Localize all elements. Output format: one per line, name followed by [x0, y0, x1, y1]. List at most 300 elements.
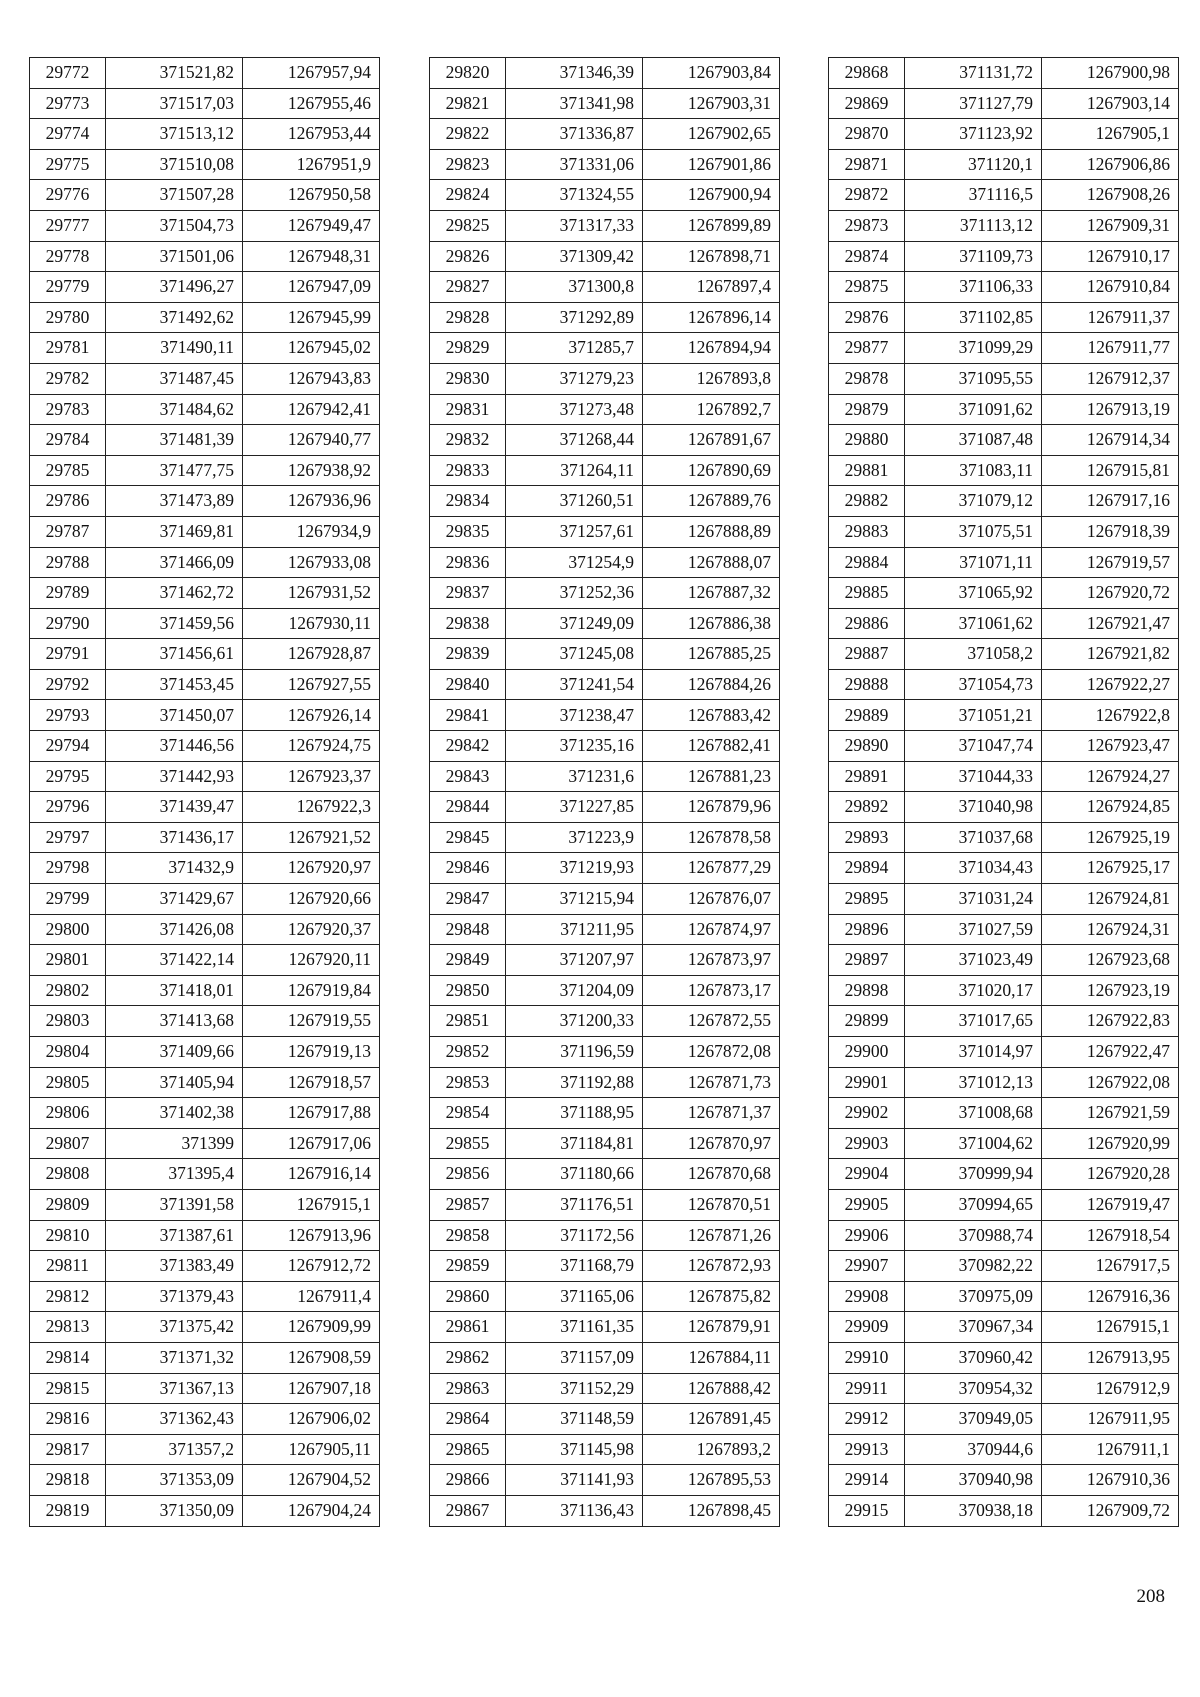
table-row [829, 88, 1179, 119]
x-coordinate-cell: 371466,09 [106, 547, 243, 578]
table-row [430, 272, 780, 303]
x-coordinate-cell: 371350,09 [106, 1495, 243, 1526]
x-coordinate-cell: 371507,28 [106, 180, 243, 211]
x-coordinate-cell: 371192,88 [506, 1067, 643, 1098]
point-number-cell: 29888 [829, 669, 905, 700]
y-coordinate-cell: 1267889,76 [643, 486, 780, 517]
table-row [430, 884, 780, 915]
y-coordinate-cell: 1267933,08 [243, 547, 380, 578]
y-coordinate-cell: 1267942,41 [243, 394, 380, 425]
y-coordinate-cell: 1267891,45 [643, 1404, 780, 1435]
table-row [829, 1373, 1179, 1404]
y-coordinate-cell: 1267912,72 [243, 1251, 380, 1282]
point-number-cell: 29821 [430, 88, 506, 119]
table-row [829, 761, 1179, 792]
point-number-cell: 29864 [430, 1404, 506, 1435]
table-row [829, 1251, 1179, 1282]
y-coordinate-cell: 1267911,4 [243, 1281, 380, 1312]
point-number-cell: 29791 [30, 639, 106, 670]
x-coordinate-cell: 371219,93 [506, 853, 643, 884]
table-row [430, 1128, 780, 1159]
y-coordinate-cell: 1267881,23 [643, 761, 780, 792]
table-row [30, 1434, 380, 1465]
y-coordinate-cell: 1267893,8 [643, 363, 780, 394]
x-coordinate-cell: 370940,98 [905, 1465, 1042, 1496]
y-coordinate-cell: 1267924,31 [1042, 914, 1179, 945]
point-number-cell: 29789 [30, 578, 106, 609]
x-coordinate-cell: 371227,85 [506, 792, 643, 823]
table-row [829, 210, 1179, 241]
x-coordinate-cell: 371510,08 [106, 149, 243, 180]
point-number-cell: 29778 [30, 241, 106, 272]
x-coordinate-cell: 371490,11 [106, 333, 243, 364]
y-coordinate-cell: 1267925,17 [1042, 853, 1179, 884]
point-number-cell: 29786 [30, 486, 106, 517]
table-row [430, 241, 780, 272]
table-row [30, 516, 380, 547]
y-coordinate-cell: 1267911,37 [1042, 302, 1179, 333]
table-row [829, 272, 1179, 303]
x-coordinate-cell: 371391,58 [106, 1189, 243, 1220]
y-coordinate-cell: 1267919,13 [243, 1037, 380, 1068]
point-number-cell: 29819 [30, 1495, 106, 1526]
x-coordinate-cell: 371453,45 [106, 669, 243, 700]
table-row [30, 1128, 380, 1159]
table-row [430, 210, 780, 241]
y-coordinate-cell: 1267892,7 [643, 394, 780, 425]
point-number-cell: 29800 [30, 914, 106, 945]
x-coordinate-cell: 371172,56 [506, 1220, 643, 1251]
point-number-cell: 29910 [829, 1342, 905, 1373]
point-number-cell: 29881 [829, 455, 905, 486]
x-coordinate-cell: 370988,74 [905, 1220, 1042, 1251]
point-number-cell: 29781 [30, 333, 106, 364]
table-row [829, 180, 1179, 211]
y-coordinate-cell: 1267922,27 [1042, 669, 1179, 700]
table-row [30, 945, 380, 976]
x-coordinate-cell: 371357,2 [106, 1434, 243, 1465]
table-row [829, 578, 1179, 609]
table-row [430, 1098, 780, 1129]
x-coordinate-cell: 371200,33 [506, 1006, 643, 1037]
y-coordinate-cell: 1267876,07 [643, 884, 780, 915]
point-number-cell: 29813 [30, 1312, 106, 1343]
x-coordinate-cell: 371058,2 [905, 639, 1042, 670]
table-row [829, 1342, 1179, 1373]
x-coordinate-cell: 371362,43 [106, 1404, 243, 1435]
y-coordinate-cell: 1267888,42 [643, 1373, 780, 1404]
y-coordinate-cell: 1267947,09 [243, 272, 380, 303]
table-row [430, 88, 780, 119]
x-coordinate-cell: 371492,62 [106, 302, 243, 333]
y-coordinate-cell: 1267928,87 [243, 639, 380, 670]
x-coordinate-cell: 371184,81 [506, 1128, 643, 1159]
y-coordinate-cell: 1267927,55 [243, 669, 380, 700]
x-coordinate-cell: 371047,74 [905, 731, 1042, 762]
x-coordinate-cell: 371027,59 [905, 914, 1042, 945]
y-coordinate-cell: 1267878,58 [643, 822, 780, 853]
y-coordinate-cell: 1267882,41 [643, 731, 780, 762]
point-number-cell: 29814 [30, 1342, 106, 1373]
point-number-cell: 29839 [430, 639, 506, 670]
table-row [829, 975, 1179, 1006]
x-coordinate-cell: 371353,09 [106, 1465, 243, 1496]
x-coordinate-cell: 371207,97 [506, 945, 643, 976]
y-coordinate-cell: 1267916,14 [243, 1159, 380, 1190]
x-coordinate-cell: 371123,92 [905, 119, 1042, 150]
y-coordinate-cell: 1267909,31 [1042, 210, 1179, 241]
table-row [829, 1434, 1179, 1465]
y-coordinate-cell: 1267915,1 [1042, 1312, 1179, 1343]
table-row [829, 1220, 1179, 1251]
point-number-cell: 29798 [30, 853, 106, 884]
table-row [829, 700, 1179, 731]
table-row [30, 792, 380, 823]
x-coordinate-cell: 371020,17 [905, 975, 1042, 1006]
point-number-cell: 29787 [30, 516, 106, 547]
point-number-cell: 29779 [30, 272, 106, 303]
point-number-cell: 29833 [430, 455, 506, 486]
x-coordinate-cell: 371405,94 [106, 1067, 243, 1098]
table-row [30, 180, 380, 211]
point-number-cell: 29900 [829, 1037, 905, 1068]
y-coordinate-cell: 1267955,46 [243, 88, 380, 119]
table-row [430, 1404, 780, 1435]
x-coordinate-cell: 371402,38 [106, 1098, 243, 1129]
x-coordinate-cell: 371051,21 [905, 700, 1042, 731]
y-coordinate-cell: 1267877,29 [643, 853, 780, 884]
table-row [430, 363, 780, 394]
point-number-cell: 29901 [829, 1067, 905, 1098]
point-number-cell: 29868 [829, 58, 905, 89]
point-number-cell: 29832 [430, 425, 506, 456]
x-coordinate-cell: 371496,27 [106, 272, 243, 303]
point-number-cell: 29882 [829, 486, 905, 517]
x-coordinate-cell: 370967,34 [905, 1312, 1042, 1343]
point-number-cell: 29915 [829, 1495, 905, 1526]
point-number-cell: 29912 [829, 1404, 905, 1435]
point-number-cell: 29790 [30, 608, 106, 639]
x-coordinate-cell: 371037,68 [905, 822, 1042, 853]
x-coordinate-cell: 371012,13 [905, 1067, 1042, 1098]
y-coordinate-cell: 1267898,71 [643, 241, 780, 272]
point-number-cell: 29805 [30, 1067, 106, 1098]
table-row [30, 547, 380, 578]
table-row [30, 884, 380, 915]
x-coordinate-cell: 371273,48 [506, 394, 643, 425]
point-number-cell: 29870 [829, 119, 905, 150]
y-coordinate-cell: 1267943,83 [243, 363, 380, 394]
y-coordinate-cell: 1267903,14 [1042, 88, 1179, 119]
x-coordinate-cell: 371004,62 [905, 1128, 1042, 1159]
table-row [829, 547, 1179, 578]
table-row [430, 1312, 780, 1343]
x-coordinate-cell: 371152,29 [506, 1373, 643, 1404]
coordinates-table-1 [29, 57, 380, 1527]
x-coordinate-cell: 371285,7 [506, 333, 643, 364]
y-coordinate-cell: 1267898,45 [643, 1495, 780, 1526]
table-row [829, 1006, 1179, 1037]
table-row [829, 119, 1179, 150]
x-coordinate-cell: 371116,5 [905, 180, 1042, 211]
table-row [30, 1373, 380, 1404]
x-coordinate-cell: 371238,47 [506, 700, 643, 731]
x-coordinate-cell: 371341,98 [506, 88, 643, 119]
x-coordinate-cell: 371399 [106, 1128, 243, 1159]
table-row [30, 363, 380, 394]
x-coordinate-cell: 371145,98 [506, 1434, 643, 1465]
x-coordinate-cell: 371473,89 [106, 486, 243, 517]
x-coordinate-cell: 371501,06 [106, 241, 243, 272]
y-coordinate-cell: 1267903,31 [643, 88, 780, 119]
table-row [430, 761, 780, 792]
y-coordinate-cell: 1267888,07 [643, 547, 780, 578]
y-coordinate-cell: 1267919,57 [1042, 547, 1179, 578]
y-coordinate-cell: 1267872,55 [643, 1006, 780, 1037]
table-row [30, 578, 380, 609]
y-coordinate-cell: 1267909,72 [1042, 1495, 1179, 1526]
point-number-cell: 29875 [829, 272, 905, 303]
y-coordinate-cell: 1267893,2 [643, 1434, 780, 1465]
y-coordinate-cell: 1267895,53 [643, 1465, 780, 1496]
point-number-cell: 29877 [829, 333, 905, 364]
x-coordinate-cell: 371292,89 [506, 302, 643, 333]
y-coordinate-cell: 1267890,69 [643, 455, 780, 486]
x-coordinate-cell: 371235,16 [506, 731, 643, 762]
x-coordinate-cell: 370982,22 [905, 1251, 1042, 1282]
y-coordinate-cell: 1267957,94 [243, 58, 380, 89]
table-row [30, 302, 380, 333]
point-number-cell: 29846 [430, 853, 506, 884]
y-coordinate-cell: 1267934,9 [243, 516, 380, 547]
table-row [30, 1159, 380, 1190]
x-coordinate-cell: 371136,43 [506, 1495, 643, 1526]
point-number-cell: 29866 [430, 1465, 506, 1496]
point-number-cell: 29837 [430, 578, 506, 609]
point-number-cell: 29844 [430, 792, 506, 823]
point-number-cell: 29848 [430, 914, 506, 945]
point-number-cell: 29829 [430, 333, 506, 364]
y-coordinate-cell: 1267887,32 [643, 578, 780, 609]
y-coordinate-cell: 1267913,96 [243, 1220, 380, 1251]
y-coordinate-cell: 1267920,72 [1042, 578, 1179, 609]
point-number-cell: 29834 [430, 486, 506, 517]
point-number-cell: 29885 [829, 578, 905, 609]
x-coordinate-cell: 371260,51 [506, 486, 643, 517]
point-number-cell: 29876 [829, 302, 905, 333]
x-coordinate-cell: 371409,66 [106, 1037, 243, 1068]
point-number-cell: 29845 [430, 822, 506, 853]
point-number-cell: 29772 [30, 58, 106, 89]
point-number-cell: 29773 [30, 88, 106, 119]
x-coordinate-cell: 371264,11 [506, 455, 643, 486]
y-coordinate-cell: 1267905,11 [243, 1434, 380, 1465]
x-coordinate-cell: 371054,73 [905, 669, 1042, 700]
point-number-cell: 29774 [30, 119, 106, 150]
table-row [30, 210, 380, 241]
x-coordinate-cell: 371044,33 [905, 761, 1042, 792]
point-number-cell: 29867 [430, 1495, 506, 1526]
x-coordinate-cell: 371504,73 [106, 210, 243, 241]
y-coordinate-cell: 1267917,06 [243, 1128, 380, 1159]
x-coordinate-cell: 371521,82 [106, 58, 243, 89]
y-coordinate-cell: 1267917,16 [1042, 486, 1179, 517]
table-row [430, 425, 780, 456]
x-coordinate-cell: 370954,32 [905, 1373, 1042, 1404]
point-number-cell: 29807 [30, 1128, 106, 1159]
y-coordinate-cell: 1267923,68 [1042, 945, 1179, 976]
point-number-cell: 29811 [30, 1251, 106, 1282]
point-number-cell: 29862 [430, 1342, 506, 1373]
coordinates-table-3 [828, 57, 1179, 1527]
y-coordinate-cell: 1267884,11 [643, 1342, 780, 1373]
point-number-cell: 29827 [430, 272, 506, 303]
table-row [430, 1281, 780, 1312]
point-number-cell: 29855 [430, 1128, 506, 1159]
table-row [30, 1037, 380, 1068]
table-row [430, 1251, 780, 1282]
table-row [829, 945, 1179, 976]
table-row [30, 455, 380, 486]
table-row [829, 1098, 1179, 1129]
y-coordinate-cell: 1267909,99 [243, 1312, 380, 1343]
table-row [829, 914, 1179, 945]
point-number-cell: 29873 [829, 210, 905, 241]
y-coordinate-cell: 1267950,58 [243, 180, 380, 211]
point-number-cell: 29857 [430, 1189, 506, 1220]
table-row [30, 608, 380, 639]
table-row [430, 639, 780, 670]
table-row [430, 975, 780, 1006]
table-row [30, 394, 380, 425]
point-number-cell: 29878 [829, 363, 905, 394]
table-row [430, 455, 780, 486]
x-coordinate-cell: 371513,12 [106, 119, 243, 150]
y-coordinate-cell: 1267917,88 [243, 1098, 380, 1129]
table-row [30, 486, 380, 517]
y-coordinate-cell: 1267870,97 [643, 1128, 780, 1159]
table-row [30, 853, 380, 884]
table-row [430, 945, 780, 976]
y-coordinate-cell: 1267921,52 [243, 822, 380, 853]
table-row [829, 486, 1179, 517]
point-number-cell: 29780 [30, 302, 106, 333]
x-coordinate-cell: 371422,14 [106, 945, 243, 976]
point-number-cell: 29911 [829, 1373, 905, 1404]
y-coordinate-cell: 1267936,96 [243, 486, 380, 517]
table-row [430, 792, 780, 823]
table-row [30, 822, 380, 853]
point-number-cell: 29809 [30, 1189, 106, 1220]
y-coordinate-cell: 1267920,28 [1042, 1159, 1179, 1190]
point-number-cell: 29840 [430, 669, 506, 700]
x-coordinate-cell: 371148,59 [506, 1404, 643, 1435]
x-coordinate-cell: 371456,61 [106, 639, 243, 670]
x-coordinate-cell: 371336,87 [506, 119, 643, 150]
y-coordinate-cell: 1267910,36 [1042, 1465, 1179, 1496]
x-coordinate-cell: 371432,9 [106, 853, 243, 884]
point-number-cell: 29891 [829, 761, 905, 792]
table-row [30, 639, 380, 670]
y-coordinate-cell: 1267907,18 [243, 1373, 380, 1404]
y-coordinate-cell: 1267920,99 [1042, 1128, 1179, 1159]
table-row [829, 516, 1179, 547]
point-number-cell: 29905 [829, 1189, 905, 1220]
table-row [829, 731, 1179, 762]
x-coordinate-cell: 371031,24 [905, 884, 1042, 915]
x-coordinate-cell: 371245,08 [506, 639, 643, 670]
point-number-cell: 29902 [829, 1098, 905, 1129]
x-coordinate-cell: 370994,65 [905, 1189, 1042, 1220]
point-number-cell: 29812 [30, 1281, 106, 1312]
table-row [829, 1128, 1179, 1159]
x-coordinate-cell: 371436,17 [106, 822, 243, 853]
x-coordinate-cell: 371071,11 [905, 547, 1042, 578]
table-row [430, 608, 780, 639]
point-number-cell: 29823 [430, 149, 506, 180]
table-row [30, 1342, 380, 1373]
x-coordinate-cell: 371395,4 [106, 1159, 243, 1190]
point-number-cell: 29808 [30, 1159, 106, 1190]
point-number-cell: 29861 [430, 1312, 506, 1343]
x-coordinate-cell: 371477,75 [106, 455, 243, 486]
x-coordinate-cell: 371211,95 [506, 914, 643, 945]
y-coordinate-cell: 1267894,94 [643, 333, 780, 364]
table-row [430, 1465, 780, 1496]
x-coordinate-cell: 371106,33 [905, 272, 1042, 303]
table-row [430, 1037, 780, 1068]
x-coordinate-cell: 371099,29 [905, 333, 1042, 364]
point-number-cell: 29788 [30, 547, 106, 578]
x-coordinate-cell: 371375,42 [106, 1312, 243, 1343]
table-row [829, 1037, 1179, 1068]
x-coordinate-cell: 371367,13 [106, 1373, 243, 1404]
y-coordinate-cell: 1267920,11 [243, 945, 380, 976]
point-number-cell: 29785 [30, 455, 106, 486]
point-number-cell: 29815 [30, 1373, 106, 1404]
table-row [829, 1312, 1179, 1343]
table-row [430, 822, 780, 853]
point-number-cell: 29843 [430, 761, 506, 792]
point-number-cell: 29777 [30, 210, 106, 241]
point-number-cell: 29799 [30, 884, 106, 915]
x-coordinate-cell: 371215,94 [506, 884, 643, 915]
point-number-cell: 29776 [30, 180, 106, 211]
table-row [829, 669, 1179, 700]
x-coordinate-cell: 371481,39 [106, 425, 243, 456]
x-coordinate-cell: 371252,36 [506, 578, 643, 609]
y-coordinate-cell: 1267918,39 [1042, 516, 1179, 547]
table-row [430, 578, 780, 609]
y-coordinate-cell: 1267912,9 [1042, 1373, 1179, 1404]
point-number-cell: 29783 [30, 394, 106, 425]
point-number-cell: 29887 [829, 639, 905, 670]
table-row [829, 455, 1179, 486]
y-coordinate-cell: 1267921,47 [1042, 608, 1179, 639]
x-coordinate-cell: 371095,55 [905, 363, 1042, 394]
table-row [30, 914, 380, 945]
x-coordinate-cell: 371180,66 [506, 1159, 643, 1190]
x-coordinate-cell: 371429,67 [106, 884, 243, 915]
y-coordinate-cell: 1267871,73 [643, 1067, 780, 1098]
point-number-cell: 29886 [829, 608, 905, 639]
y-coordinate-cell: 1267911,95 [1042, 1404, 1179, 1435]
y-coordinate-cell: 1267912,37 [1042, 363, 1179, 394]
point-number-cell: 29859 [430, 1251, 506, 1282]
point-number-cell: 29804 [30, 1037, 106, 1068]
table-row [829, 1281, 1179, 1312]
point-number-cell: 29794 [30, 731, 106, 762]
